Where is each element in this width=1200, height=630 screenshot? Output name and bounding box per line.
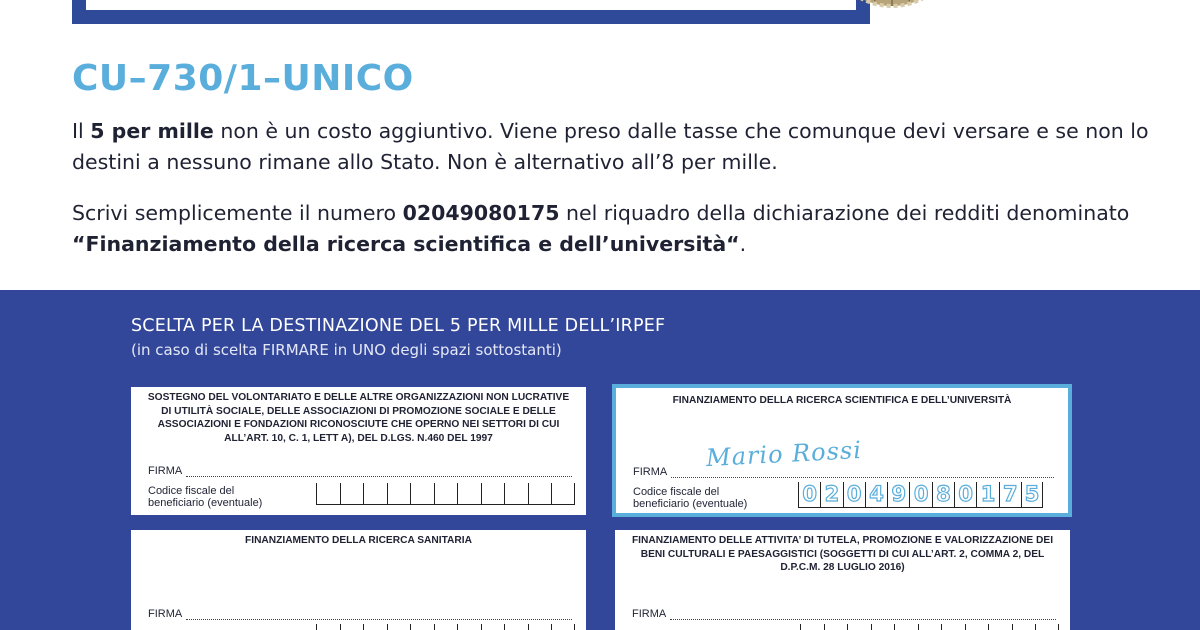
fiscal-code-field[interactable] [316,624,575,630]
intro-paragraph-1: Il 5 per mille non è un costo aggiuntivo. Viene preso dalle tasse che comunque devi versare e se non lo destini a nessuno rimane allo Stato. Non è alternativo all’8 per mille. [72,119,1149,174]
rosette-decoration [812,0,972,46]
signature-line[interactable]: FIRMA [148,463,572,477]
fiscal-code-field[interactable] [316,483,575,505]
fiscal-code-field[interactable]: 0 2 0 4 9 0 8 0 1 7 5 [798,482,1043,508]
fiscal-code-highlight: 02049080175 [402,201,560,225]
signature-mario-rossi: Mario Rossi [705,435,863,473]
top-banner-frame [72,0,870,24]
fiscal-code-label: Codice fiscale del beneficiario (eventuale) [148,485,263,509]
box-heading: SOSTEGNO DEL VOLONTARIATO E DELLE ALTRE ORGANIZZAZIONI NON LUCRATIVE DI UTILITÀ SOCIALE, DELLE ASSOCIAZIONI DI PROMOZIONE SOCIALE E DELLE ASSOCIAZIONI E FONDAZIONI RICONOSCIUTE CHE OPERNO NEI SETTORI DI CUI ALL’ART. 10, C. 1, LETT A), DEL D.LGS. N.460 DEL 1997 [147,392,570,444]
research-university-choice-box [612,384,1072,517]
box-heading: FINANZIAMENTO DELLE ATTIVITA’ DI TUTELA, PROMOZIONE E VALORIZZAZIONE DEI BENI CULTURALI E PAESAGGISTICI (SOGGETTI DI CUI ALL’ART. 2, COMMA 2, DEL D.P.C.M. 28 LUGLIO 2016) [631,535,1054,573]
panel-title: SCELTA PER LA DESTINAZIONE DEL 5 PER MILLE DELL’IRPEF [131,316,666,336]
signature-line[interactable]: FIRMA [148,606,572,620]
signature-line[interactable]: FIRMA [632,606,1056,620]
section-name-highlight: “Finanziamento della ricerca scientifica e dell’università“ [72,232,740,256]
signature-line[interactable]: FIRMA [633,464,1054,478]
highlight-5-per-mille: 5 per mille [90,119,214,143]
panel-subtitle: (in caso di scelta FIRMARE in UNO degli spazi sottostanti) [131,341,562,359]
fiscal-code-field[interactable] [800,624,1059,630]
box-heading: FINANZIAMENTO DELLA RICERCA SANITARIA [245,535,472,546]
volunteering-choice-box [131,387,586,515]
cultural-heritage-choice-box [615,530,1070,630]
box-heading: FINANZIAMENTO DELLA RICERCA SCIENTIFICA E DELL’UNIVERSITÀ [672,395,1012,406]
page-title: CU–730/1–UNICO [72,58,414,99]
fiscal-code-label: Codice fiscale del beneficiario (eventuale) [633,486,748,510]
intro-paragraph-2: Scrivi semplicemente il numero 02049080175 nel riquadro della dichiarazione dei redditi denominato “Finanziamento della ricerca scientifica e dell’università“. [72,201,1130,256]
health-research-choice-box [131,530,586,630]
